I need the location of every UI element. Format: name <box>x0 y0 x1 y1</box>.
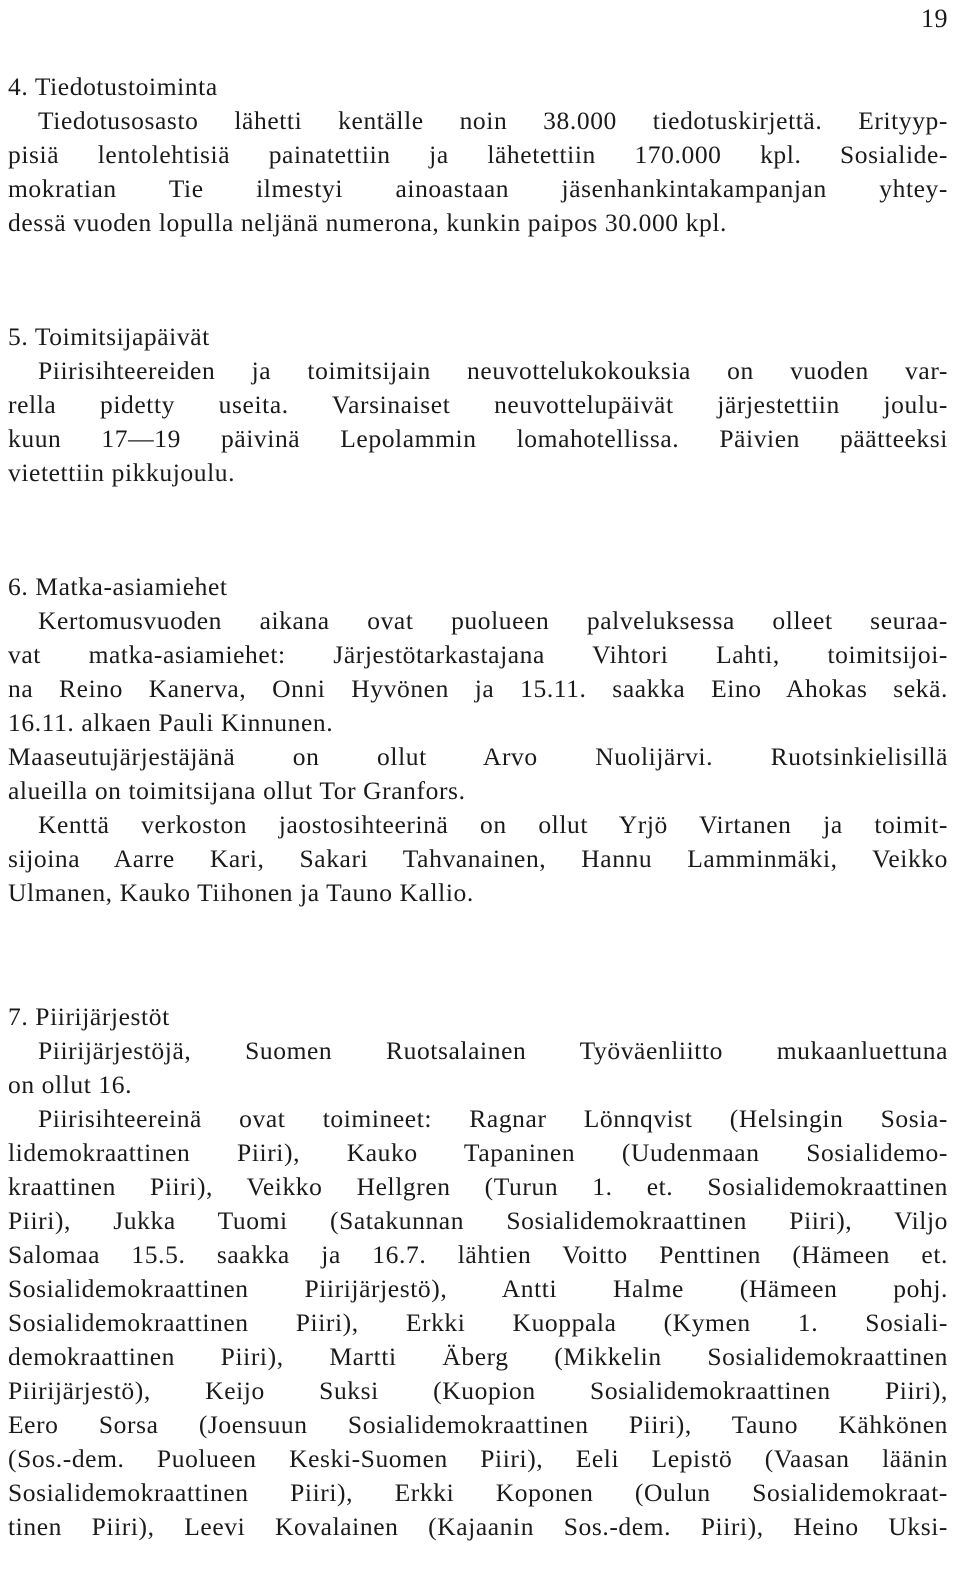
paragraph-line: Sosialidemokraattinen Piiri), Erkki Koponen (Oulun Sosialidemokraat- <box>8 1478 948 1507</box>
paragraph-line: lidemokraattinen Piiri), Kauko Tapaninen (Uudenmaan Sosialidemo- <box>8 1138 948 1167</box>
paragraph-line: vat matka-asiamiehet: Järjestötarkastajana Vihtori Lahti, toimitsijoi- <box>8 640 948 669</box>
paragraph-line: rella pidetty useita. Varsinaiset neuvottelupäivät järjestettiin joulu- <box>8 390 948 419</box>
paragraph-line: Piirijärjestöjä, Suomen Ruotsalainen Työväenliitto mukaanluettuna <box>38 1036 948 1065</box>
paragraph-line: Sosialidemokraattinen Piirijärjestö), Antti Halme (Hämeen pohj. <box>8 1274 948 1303</box>
paragraph-line: Ulmanen, Kauko Tiihonen ja Tauno Kallio. <box>8 878 474 907</box>
paragraph-line: Salomaa 15.5. saakka ja 16.7. lähtien Voitto Penttinen (Hämeen et. <box>8 1240 948 1269</box>
section-heading: 6. Matka-asiamiehet <box>8 572 228 601</box>
paragraph-line: kuun 17—19 päivinä Lepolammin lomahotellissa. Päivien päätteeksi <box>8 424 948 453</box>
section-heading: 7. Piirijärjestöt <box>8 1002 170 1031</box>
paragraph-line: demokraattinen Piiri), Martti Äberg (Mikkelin Sosialidemokraattinen <box>8 1342 948 1371</box>
section-matka-asiamiehet <box>0 570 960 910</box>
paragraph-line: Tiedotusosasto lähetti kentälle noin 38.000 tiedotuskirjettä. Erityyp- <box>38 106 948 135</box>
page-number: 19 <box>921 4 948 33</box>
paragraph-line: dessä vuoden lopulla neljänä numerona, kunkin paipos 30.000 kpl. <box>8 208 727 237</box>
paragraph-line: Piirijärjestö), Keijo Suksi (Kuopion Sosialidemokraattinen Piiri), <box>8 1376 948 1405</box>
paragraph-line: alueilla on toimitsijana ollut Tor Granfors. <box>8 776 466 805</box>
paragraph-line: Piirisihteereinä ovat toimineet: Ragnar Lönnqvist (Helsingin Sosia- <box>38 1104 948 1133</box>
paragraph-line: on ollut 16. <box>8 1070 133 1099</box>
paragraph-line: vietettiin pikkujoulu. <box>8 458 236 487</box>
paragraph-line: Piirisihteereiden ja toimitsijain neuvottelukokouksia on vuoden var- <box>38 356 948 385</box>
section-heading: 4. Tiedotustoiminta <box>8 72 218 101</box>
paragraph-line: tinen Piiri), Leevi Kovalainen (Kajaanin Sos.-dem. Piiri), Heino Uksi- <box>8 1512 948 1541</box>
section-tiedotustoiminta <box>0 70 960 240</box>
paragraph-line: (Sos.-dem. Puolueen Keski-Suomen Piiri), Eeli Lepistö (Vaasan läänin <box>8 1444 948 1473</box>
paragraph-line: Maaseutujärjestäjänä on ollut Arvo Nuolijärvi. Ruotsinkielisillä <box>8 742 948 771</box>
paragraph-line: na Reino Kanerva, Onni Hyvönen ja 15.11. saakka Eino Ahokas sekä. <box>8 674 948 703</box>
section-toimitsijapaivat <box>0 320 960 490</box>
paragraph-line: sijoina Aarre Kari, Sakari Tahvanainen, Hannu Lamminmäki, Veikko <box>8 844 948 873</box>
paragraph-line: Kenttä verkoston jaostosihteerinä on ollut Yrjö Virtanen ja toimit- <box>38 810 948 839</box>
paragraph-line: Piiri), Jukka Tuomi (Satakunnan Sosialidemokraattinen Piiri), Viljo <box>8 1206 948 1235</box>
paragraph-line: 16.11. alkaen Pauli Kinnunen. <box>8 708 334 737</box>
section-heading: 5. Toimitsijapäivät <box>8 322 210 351</box>
section-piirijarjestot <box>0 1000 960 1544</box>
paragraph-line: kraattinen Piiri), Veikko Hellgren (Turun 1. et. Sosialidemokraattinen <box>8 1172 948 1201</box>
paragraph-line: pisiä lentolehtisiä painatettiin ja lähetettiin 170.000 kpl. Sosialide- <box>8 140 948 169</box>
paragraph-line: mokratian Tie ilmestyi ainoastaan jäsenhankintakampanjan yhtey- <box>8 174 948 203</box>
paragraph-line: Eero Sorsa (Joensuun Sosialidemokraattinen Piiri), Tauno Kähkönen <box>8 1410 948 1439</box>
paragraph-line: Kertomusvuoden aikana ovat puolueen palveluksessa olleet seuraa- <box>38 606 948 635</box>
paragraph-line: Sosialidemokraattinen Piiri), Erkki Kuoppala (Kymen 1. Sosiali- <box>8 1308 948 1337</box>
